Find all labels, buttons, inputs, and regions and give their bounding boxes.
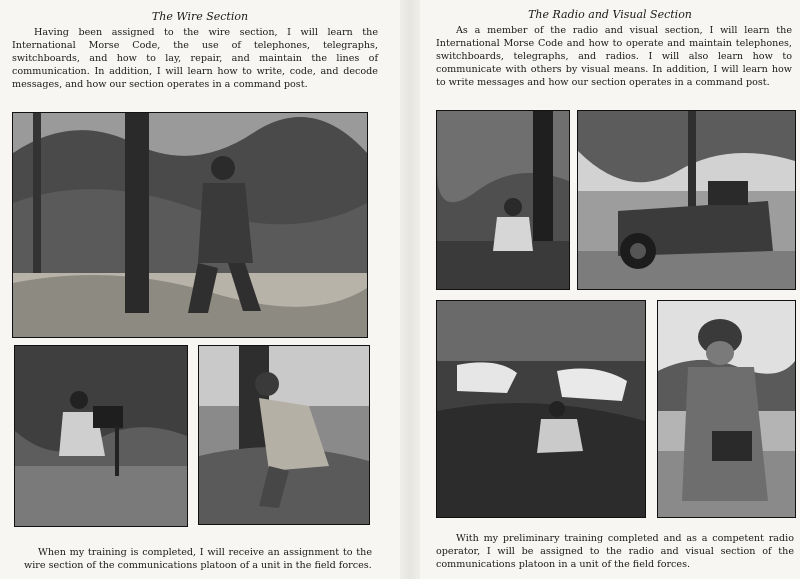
- photo-soldier-helmet-radio: [657, 300, 796, 518]
- photo-soldier-radio-brush: [436, 300, 646, 518]
- left-page-closing: When my training is completed, I will receive an assignment to the wire section of the communications platoon of a unit in the field forces.: [24, 547, 372, 571]
- book-gutter: [400, 0, 420, 579]
- photo-radio-jeep: [577, 110, 796, 290]
- right-page-heading: The Radio and Visual Section: [528, 8, 692, 21]
- right-page-intro: As a member of the radio and visual section, I will learn the International Morse Code and how to operate and maintain telephones, switchboards, telegraphs, and radios. I will also learn how to communicate with others by visual means. In addition, I will learn how to write messages and how our section operates in a command post.: [436, 25, 792, 88]
- left-page-heading: The Wire Section: [151, 10, 249, 23]
- left-page-intro: Having been assigned to the wire section, I will learn the International Morse Code, the use of telephones, telegraphs, switchboards, and how to lay, repair, and maintain the lines of communication. In addition, I will learn how to write, code, and decode messages, and how our section operates in a command post.: [12, 27, 378, 90]
- photo-soldier-repairing-wire: [198, 345, 370, 525]
- photo-soldier-radio-woods: [436, 110, 570, 290]
- right-page: [420, 0, 800, 579]
- photo-soldier-climbing-pole: [12, 112, 368, 338]
- photo-soldier-at-switchboard: [14, 345, 188, 527]
- right-page-closing: With my preliminary training completed and as a competent radio operator, I will be assigned to the radio and visual section of the communications platoon in a unit of the field forces.: [436, 533, 794, 570]
